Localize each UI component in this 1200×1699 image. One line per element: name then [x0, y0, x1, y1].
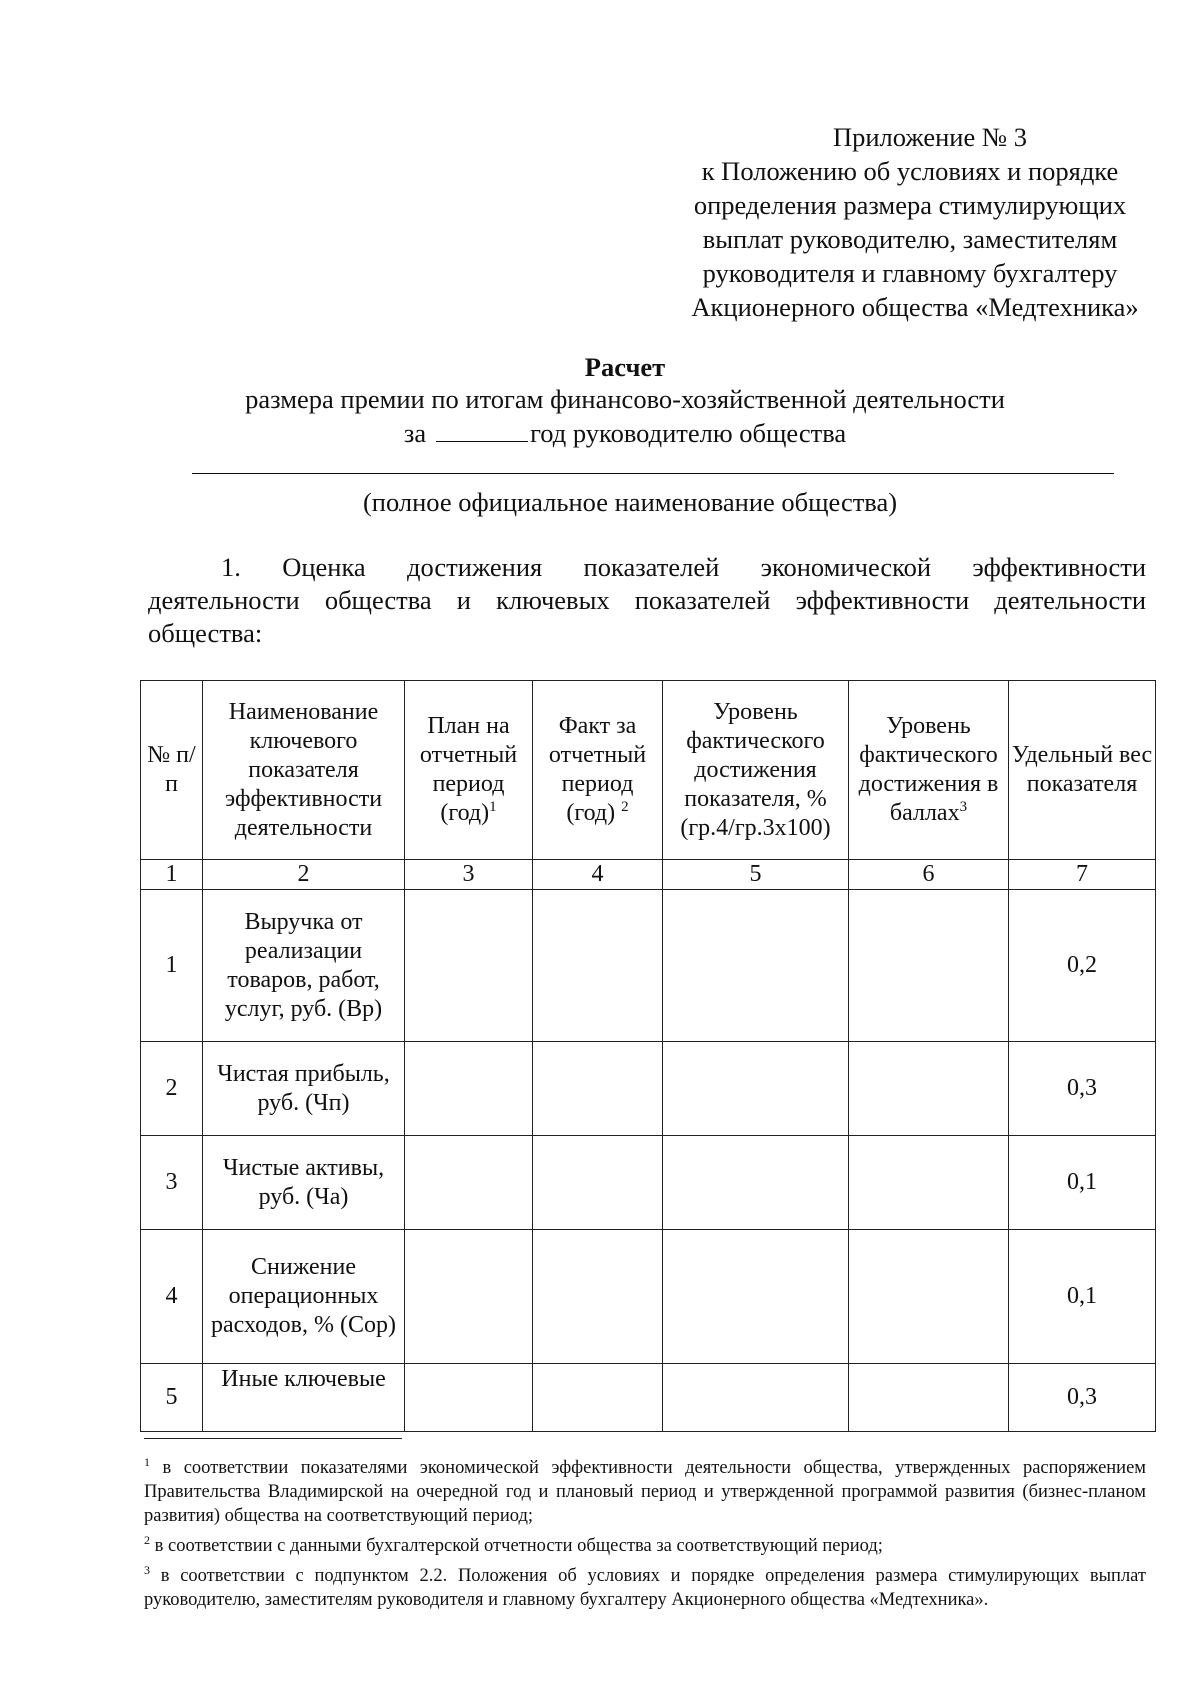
fact-cell[interactable]: [533, 890, 663, 1042]
year-line: [0, 418, 1200, 449]
org-name-line: [192, 473, 1114, 474]
row-number: 3: [141, 1136, 203, 1230]
row-number: 4: [141, 1230, 203, 1364]
paragraph-line: 1. Оценка достижения показателей экономической эффективности: [221, 552, 1146, 582]
footnote-mark: 2: [144, 1533, 150, 1548]
header-fact: Факт за отчетный период (год) $^2$: [533, 681, 663, 860]
plan-cell[interactable]: [405, 890, 533, 1042]
level-points-cell[interactable]: [849, 890, 1009, 1042]
document-title: Расчет: [584, 352, 666, 382]
year-suffix: год руководителю общества: [530, 418, 847, 448]
fact-cell[interactable]: [533, 1042, 663, 1136]
table-row: [141, 1364, 1156, 1432]
table-header-row: [141, 681, 1156, 860]
column-number-row: [141, 860, 1156, 890]
weight-cell: 0,3: [1009, 1364, 1156, 1432]
plan-cell[interactable]: [405, 1364, 533, 1432]
header-level-percent: Уровень фактического достижения показателя, % (гр.4/гр.3х100): [663, 681, 849, 860]
fact-cell[interactable]: [533, 1230, 663, 1364]
table-row: [141, 1136, 1156, 1230]
level-percent-cell[interactable]: [663, 1136, 849, 1230]
document-subtitle: размера премии по итогам финансово-хозяйственной деятельности: [245, 384, 1005, 414]
footnote-mark: 3: [959, 799, 968, 815]
appendix-line: Акционерного общества «Медтехника»: [691, 292, 1139, 322]
appendix-line: руководителя и главному бухгалтеру: [702, 258, 1118, 288]
header-level-points: Уровень фактического достижения в баллах$^3$: [849, 681, 1009, 860]
column-number: 7: [1009, 860, 1156, 890]
year-prefix: за: [403, 418, 427, 448]
appendix-line: к Положению об условиях и порядке: [701, 156, 1119, 186]
level-points-cell[interactable]: [849, 1230, 1009, 1364]
level-percent-cell[interactable]: [663, 1364, 849, 1432]
plan-cell[interactable]: [405, 1136, 533, 1230]
indicator-name: Чистые активы, руб. (Ча): [203, 1136, 405, 1230]
appendix-line: выплат руководителю, заместителям: [702, 224, 1118, 254]
footnote-mark: 2: [621, 799, 629, 815]
level-points-cell[interactable]: [849, 1042, 1009, 1136]
footnotes: [144, 1450, 1146, 1612]
level-percent-cell[interactable]: [663, 890, 849, 1042]
plan-cell[interactable]: [405, 1230, 533, 1364]
kpi-table: [140, 680, 1156, 1432]
indicator-name: [203, 1364, 405, 1432]
header-name: Наименование ключевого показателя эффективности деятельности: [203, 681, 405, 860]
table-row: [141, 1042, 1156, 1136]
table-row: [141, 890, 1156, 1042]
row-number: 1: [141, 890, 203, 1042]
level-percent-cell[interactable]: [663, 1042, 849, 1136]
header-no: № п/п: [141, 681, 203, 860]
column-number: 6: [849, 860, 1009, 890]
appendix-number: Приложение № 3: [832, 122, 1027, 152]
weight-cell: 0,2: [1009, 890, 1156, 1042]
footnote: $^1$ в соответствии показателями экономической эффективности деятельности общества, утвержденных распоряжением Правительства Владимирской на очередной год и плановый период и утвержденной программой развития (бизнес-планом развития) общества на соответствующий период;: [144, 1455, 1146, 1527]
header-weight: Удельный вес показателя: [1009, 681, 1156, 860]
footnote-separator: [144, 1438, 402, 1439]
footnote-mark: 1: [489, 799, 497, 815]
header-plan: План на отчетный период (год)$^1$: [405, 681, 533, 860]
paragraph-line: деятельности общества и ключевых показателей эффективности деятельности: [148, 585, 1146, 615]
indicator-name: Выручка от реализации товаров, работ, услуг, руб. (Вр): [203, 890, 405, 1042]
table-row: [141, 1230, 1156, 1364]
year-blank: [436, 419, 528, 442]
level-percent-cell[interactable]: [663, 1230, 849, 1364]
indicator-name: Чистая прибыль, руб. (Чп): [203, 1042, 405, 1136]
fact-cell[interactable]: [533, 1364, 663, 1432]
weight-cell: 0,1: [1009, 1230, 1156, 1364]
footnote: $^2$ в соответствии с данными бухгалтерской отчетности общества за соответствующий период;: [144, 1533, 883, 1557]
footnote-mark: 3: [144, 1563, 150, 1578]
column-number: 3: [405, 860, 533, 890]
appendix-block: [650, 120, 1170, 324]
plan-cell[interactable]: [405, 1042, 533, 1136]
column-number: 1: [141, 860, 203, 890]
appendix-line: определения размера стимулирующих: [693, 190, 1127, 220]
weight-cell: 0,1: [1009, 1136, 1156, 1230]
column-number: 5: [663, 860, 849, 890]
weight-cell: 0,3: [1009, 1042, 1156, 1136]
org-name-caption: (полное официальное наименование общества): [362, 487, 898, 517]
paragraph-line: общества:: [148, 618, 263, 648]
column-number: 4: [533, 860, 663, 890]
fact-cell[interactable]: [533, 1136, 663, 1230]
section-paragraph: [148, 551, 1146, 650]
column-number: 2: [203, 860, 405, 890]
row-number: 5: [141, 1364, 203, 1432]
footnote-mark: 1: [144, 1455, 150, 1469]
level-points-cell[interactable]: [849, 1364, 1009, 1432]
row-number: 2: [141, 1042, 203, 1136]
indicator-name-text: Иные ключевые: [221, 1365, 386, 1392]
footnote: $^3$ в соответствии с подпунктом 2.2. Положения об условиях и порядке определения размера стимулирующих выплат руководителю, заместителям руководителя и главному бухгалтеру Акционерного общества «Медтехника».: [144, 1563, 1146, 1611]
level-points-cell[interactable]: [849, 1136, 1009, 1230]
indicator-name: Снижение операционных расходов, % (Сор): [203, 1230, 405, 1364]
